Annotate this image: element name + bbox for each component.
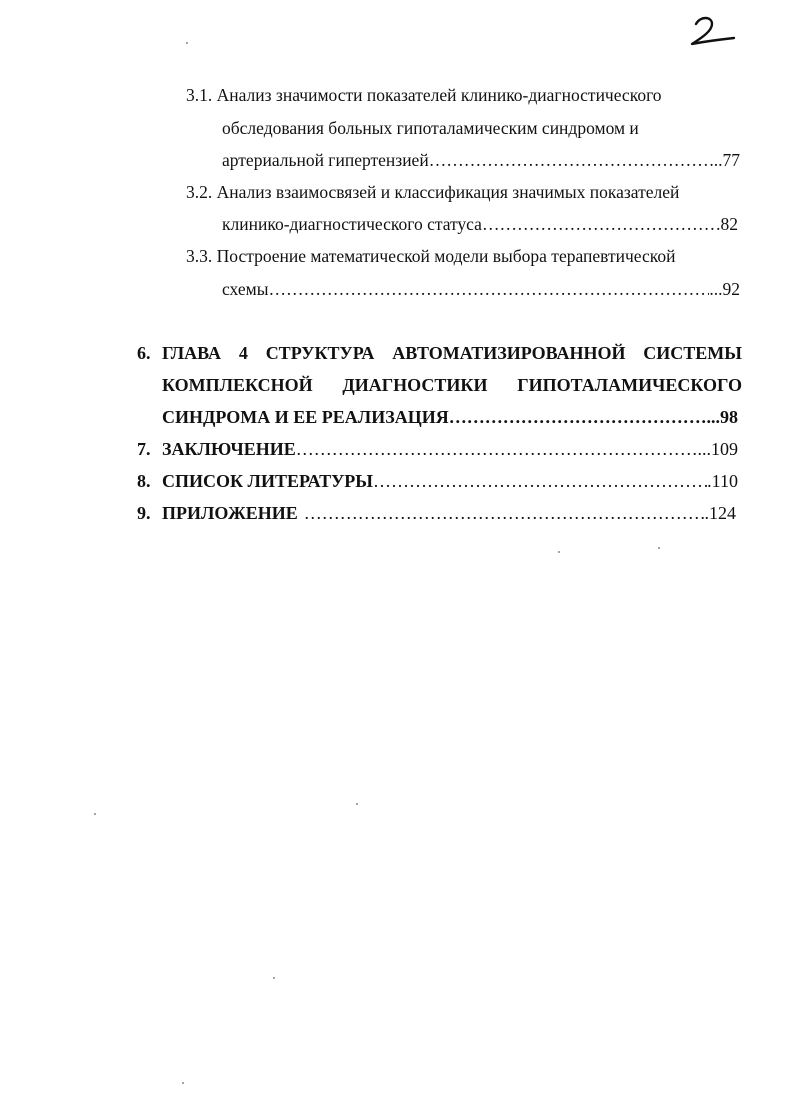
toc-item-3-2-line1 (186, 180, 746, 204)
toc-page-number: .124 (704, 503, 736, 523)
toc-chapter-number: 7. (137, 439, 151, 459)
toc-page-number: ...92 (709, 279, 740, 299)
toc-item-title: Анализ значимости показателей клинико-диагностического (216, 85, 662, 105)
toc-item-3-3-line2 (222, 277, 740, 301)
toc-leader-dots (482, 212, 716, 236)
toc-word: ГЛАВА (162, 343, 222, 363)
toc-page-number: ...98 (706, 407, 738, 427)
toc-item-3-1-line3 (222, 148, 740, 172)
page-number-handwritten (688, 12, 738, 52)
toc-item-title-cont: клинико-диагностического статуса (222, 214, 482, 234)
toc-page-number: ...77 (709, 150, 740, 170)
toc-leader-dots (429, 148, 710, 172)
toc-leader-dots (449, 405, 707, 429)
toc-chapter-number: 6. (137, 343, 151, 363)
toc-item-number: 3.3. (186, 246, 213, 266)
toc-chapter-title-cont: СИНДРОМА И ЕЕ РЕАЛИЗАЦИЯ (162, 407, 449, 427)
toc-item-number: 3.2. (186, 182, 213, 202)
scan-speck (94, 813, 96, 815)
toc-leader-dots (373, 469, 707, 493)
toc-chapter-6-line3 (162, 405, 738, 429)
toc-item-title-cont: обследования больных гипоталамическим синдромом и (222, 118, 639, 138)
scan-speck (186, 42, 188, 44)
toc-chapter-title: ЗАКЛЮЧЕНИЕ (162, 439, 296, 459)
toc-word: СТРУКТУРА (265, 343, 375, 363)
scan-speck (558, 551, 560, 553)
toc-chapter-6-line2 (162, 373, 742, 397)
toc-page-number: .110 (707, 471, 738, 491)
toc-leader-dots (268, 277, 709, 301)
toc-word: ГИПОТАЛАМИЧЕСКОГО (517, 375, 742, 395)
toc-chapter-number: 8. (137, 471, 151, 491)
scan-speck (182, 1082, 184, 1084)
toc-leader-dots (304, 501, 705, 525)
toc-chapter-6-line1 (162, 341, 742, 365)
toc-chapter-number: 9. (137, 503, 151, 523)
toc-chapter-title: ПРИЛОЖЕНИЕ (162, 503, 298, 523)
toc-word: ДИАГНОСТИКИ (342, 375, 488, 395)
toc-chapter-9 (162, 501, 736, 525)
toc-chapter-title: СПИСОК ЛИТЕРАТУРЫ (162, 471, 373, 491)
toc-item-title-cont: схемы (222, 279, 269, 299)
toc-word: АВТОМАТИЗИРОВАННОЙ (392, 343, 626, 363)
scan-speck (658, 547, 660, 549)
toc-item-3-3-line1 (186, 244, 746, 268)
scan-speck (273, 977, 275, 979)
toc-item-3-1-line2 (222, 116, 742, 140)
toc-chapter-8 (162, 469, 738, 493)
toc-page-number: ...109 (697, 439, 738, 459)
toc-item-3-2-line2 (222, 212, 738, 236)
scan-speck (356, 803, 358, 805)
toc-item-title: Анализ взаимосвязей и классификация значимых показателей (216, 182, 680, 202)
toc-item-3-1-line1 (186, 83, 746, 107)
toc-leader-dots (296, 437, 698, 461)
toc-chapter-7 (162, 437, 738, 461)
toc-word: КОМПЛЕКСНОЙ (162, 375, 313, 395)
toc-word: СИСТЕМЫ (643, 343, 742, 363)
toc-page-number: .82 (716, 214, 738, 234)
toc-item-title-cont: артериальной гипертензией (222, 150, 429, 170)
toc-item-title: Построение математической модели выбора терапевтической (216, 246, 676, 266)
toc-word: 4 (238, 343, 248, 363)
toc-item-number: 3.1. (186, 85, 213, 105)
